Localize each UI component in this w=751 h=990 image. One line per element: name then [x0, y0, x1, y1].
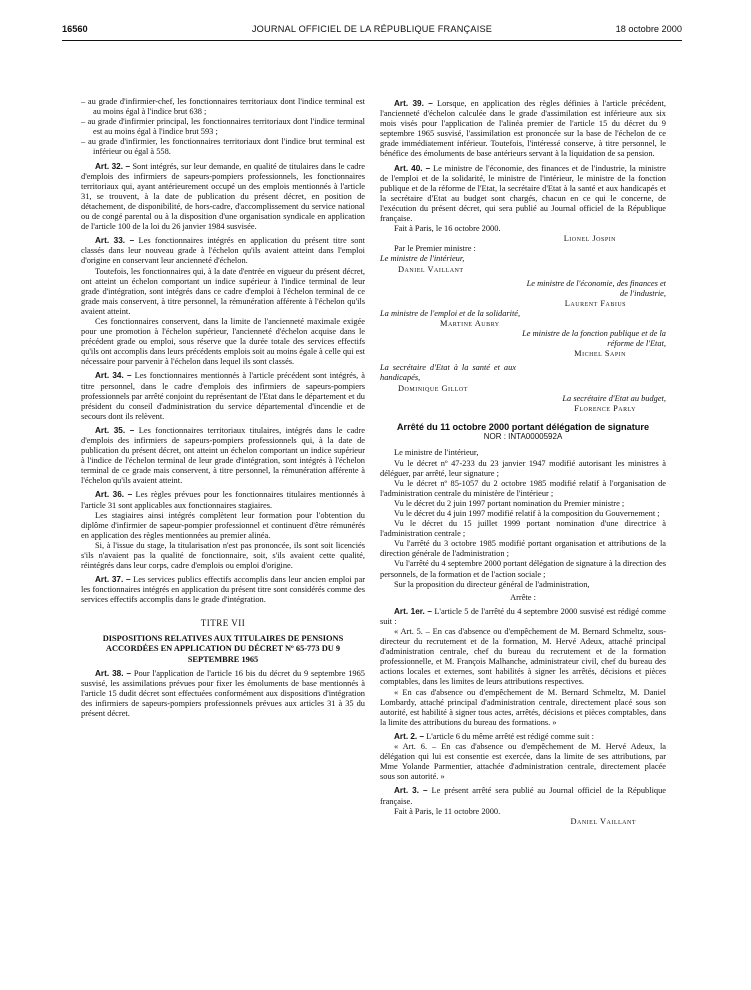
article-33	[81, 236, 365, 266]
article-label: Art. 33. –	[95, 236, 135, 246]
left-column	[81, 97, 365, 720]
article-35	[81, 426, 365, 487]
list-item: – au grade d'infirmier principal, les fonctionnaires territoriaux dont l'indice terminal est au moins égal à l'indice brut 593 ;	[81, 117, 365, 137]
quoted-article: « En cas d'absence ou d'empêchement de M. Bernard Schmeltz, M. Daniel Lombardy, attaché principal d'administration centrale, directement placé sous son autorité, est habilité à signer tous actes, arrêtés, décisions et pièces comptables, dans la limite des attributions du bureau des formations. »	[380, 687, 666, 727]
article-text: Sont intégrés, sur leur demande, en qualité de titulaires dans le cadre d'emplois des infirmiers de sapeurs-pompiers professionnels, les fonctionnaires territoriaux qui, ayant antérieurement occupé un des emplois mentionnés à l'article 31, se trouvent, à la date de publication du présent décret, en position de détachement, de disponibilité, de hors-cadre, d'accomplissement du service national ou de congé parental ou à la disposition d'une organisation syndicale en application de l'article 100 de la loi du 26 janvier 1984 susvisée.	[81, 161, 365, 232]
signatory-role: La secrétaire d'Etat à la santé et aux handicapés,	[380, 363, 516, 383]
article-38	[81, 669, 365, 719]
paragraph: Si, à l'issue du stage, la titularisation n'est pas prononcée, ils sont soit licenciés s'ils n'avaient pas la qualité de fonctionnaire, soit, s'ils avaient cette qualité, réintégrés dans leur corps, cadre d'emplois ou emploi d'origine.	[81, 540, 365, 571]
signatory-name: Michel Sapin	[574, 349, 626, 359]
visa-line: Vu l'arrêté du 4 septembre 2000 portant délégation de signature à la direction des personnels, de la formation et de l'action sociale ;	[380, 559, 666, 579]
quoted-article: « Art. 6. – En cas d'absence ou d'empêchement de M. Hervé Adeux, la délégation qui lui est consentie est exercée, dans la limite de ses attributions, par Mme Yolande Parmentier, attachée d'administration centrale, directement placée sous son autorité. »	[380, 742, 666, 782]
paragraph: Ces fonctionnaires conservent, dans la limite de l'ancienneté maximale exigée pour une promotion à l'échelon supérieur, l'ancienneté d'échelon acquise dans le précédent grade ou emploi, sous réserve que la durée totale des services effectifs qu'ils ont accomplis dans leurs précédents emplois soit au moins égale à celle qui est nécessaire pour parvenir à l'échelon dans lequel ils sont classés.	[81, 316, 365, 367]
paragraph: Le ministre de l'intérieur,	[394, 448, 479, 458]
article-label: Art. 36. –	[95, 490, 133, 500]
visa-line: Vu le décret du 15 juillet 1999 portant nomination d'une directrice à l'administration centrale ;	[380, 519, 666, 539]
signatory-role: Le ministre de la fonction publique et de la réforme de l'Etat,	[522, 329, 666, 349]
visa-line: Vu l'arrêté du 3 octobre 1985 modifié portant organisation et attributions de la direction générale de l'administration ;	[380, 539, 666, 559]
article-label: Art. 1er. –	[394, 606, 432, 616]
arrete-line: Arrête :	[510, 592, 536, 602]
signatory-name: Daniel Vaillant	[570, 816, 636, 826]
article-1	[380, 607, 666, 627]
article-text: L'article 5 de l'arrêté du 4 septembre 2000 susvisé est rédigé comme suit :	[380, 606, 666, 626]
article-text: Les règles prévues pour les fonctionnaires titulaires mentionnés à l'article 31 sont applicables aux fonctionnaires stagiaires.	[81, 490, 365, 510]
signatures-block	[380, 234, 666, 414]
header-rule	[62, 40, 682, 41]
signatory-role: Le ministre de l'intérieur,	[380, 254, 465, 264]
nor-reference: NOR : INTA0000592A	[483, 432, 563, 442]
article-label: Art. 39. –	[394, 99, 433, 108]
signatory-role: La secrétaire d'Etat au budget,	[562, 393, 666, 403]
paragraph: Les stagiaires ainsi intégrés complètent leur formation pour l'obtention du diplôme d'infirmier de sapeur-pompier professionnel et continuent d'être rémunérés en application des règles mentionnées au premier alinéa.	[81, 510, 365, 540]
article-37	[81, 575, 365, 605]
article-text: Les fonctionnaires mentionnés à l'article précédent sont intégrés, à titre personnel, dans le cadre d'emplois des infirmiers de sapeurs-pompiers professionnels par arrêté conjoint du représentant de l'Etat dans le département et du président du conseil d'administration du service départemental d'incendie et de secours dont ils relèvent.	[81, 371, 365, 421]
article-40	[380, 164, 666, 225]
article-text: Lorsque, en application des règles définies à l'article précédent, l'ancienneté d'échelon calculée dans le grade d'assimilation est inférieure aux six mois visés pour l'application de l'alinéa premier de l'article 15 du décret du 9 septembre 1965 susvisé, l'assimilation est prononcée sur la base de l'échelon de ce grade immédiatement inférieur. Toutefois, l'intéressé conserve, à titre personnel, le bénéfice des émoluments de base antérieurs servant à la liquidation de sa pension.	[380, 99, 666, 159]
visa-line: Vu le décret nº 47-233 du 23 janvier 1947 modifié autorisant les ministres à déléguer, par arrêté, leur signature ;	[380, 458, 666, 478]
on-behalf-line: Par le Premier ministre :	[394, 244, 476, 254]
article-text: Le présent arrêté sera publié au Journal officiel de la République française.	[380, 786, 666, 806]
article-36	[81, 490, 365, 510]
signatory-name: Daniel Vaillant	[398, 264, 464, 274]
page-header	[62, 24, 682, 38]
signatory-name: Lionel Jospin	[563, 234, 616, 244]
article-text: Le ministre de l'économie, des finances et de l'industrie, la ministre de l'emploi et de la solidarité, le ministre de l'intérieur, le ministre de la fonction publique et de la réforme de l'Etat, la secrétaire d'Etat à la santé et aux handicapés et la secrétaire d'Etat au budget sont chargés, chacun en ce qui le concerne, de l'exécution du présent décret, qui sera publié au Journal officiel de la République française.	[380, 163, 666, 224]
right-column	[380, 99, 666, 827]
article-label: Art. 2. –	[394, 731, 425, 741]
visa-line: Vu le décret du 2 juin 1997 portant nomination du Premier ministre ;	[394, 498, 625, 508]
section-title: TITRE VII	[200, 617, 246, 628]
article-label: Art. 37. –	[95, 575, 131, 585]
quoted-article: « Art. 5. – En cas d'absence ou d'empêchement de M. Bernard Schmeltz, sous-directeur du recrutement et de la formation, M. Hervé Adeux, attaché principal d'administration centrale, chef du bureau du recrutement et de la formation professionnelle, et M. François Malhanche, administrateur civil, chef du bureau des actions locales et externes, sont habilités à signer les arrêtés, décisions et pièces comptables, dans les limites de leurs attributions respectives.	[380, 627, 666, 687]
article-2	[380, 732, 666, 742]
journal-title: JOURNAL OFFICIEL DE LA RÉPUBLIQUE FRANÇAISE	[251, 24, 493, 34]
page-number: 16560	[62, 24, 88, 34]
list-item: – au grade d'infirmier-chef, les fonctionnaires territoriaux dont l'indice terminal est au moins égal à l'indice brut 638 ;	[81, 97, 365, 117]
article-text: Les services publics effectifs accomplis dans leur ancien emploi par les fonctionnaires intégrés en application du présent titre sont considérés comme des services effectifs accomplis dans le grade d'intégration.	[81, 575, 366, 605]
article-label: Art. 40. –	[394, 163, 431, 173]
article-label: Art. 34. –	[95, 371, 132, 381]
publication-date: 18 octobre 2000	[615, 24, 682, 34]
article-text: Pour l'application de l'article 16 bis du décret du 9 septembre 1965 susvisé, les assimilations prévues pour fixer les émoluments de base mentionnés à l'article 15 dudit décret sont effectuées conformément aux dispositions d'intégration des infirmiers de sapeurs-pompiers professionnels prévues aux articles 31 à 35 du présent décret.	[81, 669, 365, 719]
article-text: Les fonctionnaires territoriaux titulaires, intégrés dans le cadre d'emplois des infirmiers de sapeurs-pompiers professionnels qui, à la date de publication du présent décret, ont atteint un échelon comportant un indice supérieur à l'indice de l'échelon terminal de leur grade d'intégration, sont intégrés à l'échelon terminal de ce grade mais conservent, à titre personnel, la rémunération afférente à l'échelon qu'ils avaient atteint.	[81, 425, 365, 486]
paragraph: Toutefois, les fonctionnaires qui, à la date d'entrée en vigueur du présent décret, ont atteint un échelon comportant un indice supérieur à l'indice terminal de leur grade d'intégration, sont intégrés dans ce cadre d'emploi à l'échelon terminal de ce grade mais conservent, à titre personnel, la rémunération afférente à l'échelon qu'ils avaient atteint.	[81, 266, 365, 316]
article-label: Art. 32. –	[95, 161, 131, 171]
article-label: Art. 35. –	[95, 425, 135, 435]
signatory-name: Laurent Fabius	[564, 298, 626, 308]
signatory-role: Le ministre de l'économie, des finances et de l'industrie,	[526, 278, 666, 298]
visa-line: Sur la proposition du directeur général de l'administration,	[394, 579, 590, 589]
signatory-name: Florence Parly	[574, 403, 636, 413]
list-item: – au grade d'infirmier, les fonctionnaires territoriaux dont l'indice brut terminal est inférieur ou égal à 558.	[81, 137, 365, 157]
signatory-name: Martine Aubry	[440, 318, 500, 328]
signatory-name: Dominique Gillot	[398, 383, 468, 393]
signatory-role: La ministre de l'emploi et de la solidarité,	[380, 308, 521, 318]
article-3	[380, 786, 666, 806]
article-text: Les fonctionnaires intégrés en application du présent titre sont classés dans leur nouveau grade à l'échelon qu'ils avaient atteint dans l'emploi d'origine en conservant leur ancienneté d'échelon.	[81, 236, 365, 266]
article-39	[380, 99, 666, 160]
article-label: Art. 38. –	[95, 669, 132, 679]
visa-line: Vu le décret du 4 juin 1997 modifié relatif à la composition du Gouvernement ;	[394, 508, 660, 518]
article-label: Art. 3. –	[394, 786, 428, 796]
section-heading: DISPOSITIONS RELATIVES AUX TITULAIRES DE PENSIONS ACCORDÉES EN APPLICATION DU DÉCRET Nº 65-773 DU 9 SEPTEMBRE 1965	[102, 633, 344, 664]
article-34	[81, 371, 365, 421]
done-at-paris: Fait à Paris, le 16 octobre 2000.	[394, 224, 501, 234]
article-text: L'article 6 du même arrêté est rédigé comme suit :	[424, 731, 594, 741]
visa-line: Vu le décret nº 85-1057 du 2 octobre 1985 modifié relatif à l'organisation de l'administration centrale du ministère de l'intérieur ;	[380, 478, 666, 498]
decree-title: Arrêté du 11 octobre 2000 portant délégation de signature	[396, 421, 650, 432]
article-32	[81, 162, 365, 233]
done-at-paris: Fait à Paris, le 11 octobre 2000.	[394, 806, 501, 816]
